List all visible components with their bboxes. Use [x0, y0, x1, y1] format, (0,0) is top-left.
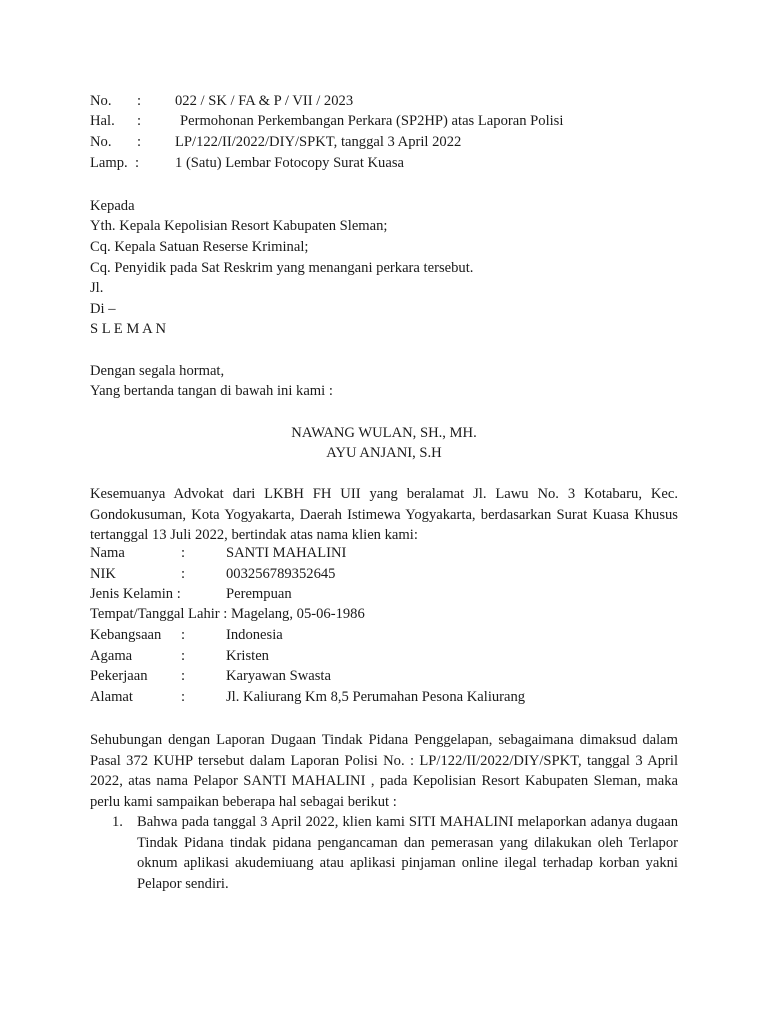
recipient-line: Yth. Kepala Kepolisian Resort Kabupaten Sleman;: [90, 218, 388, 234]
client-label: NIK: [90, 566, 116, 582]
client-label: Nama: [90, 545, 125, 561]
client-label: Pekerjaan: [90, 668, 148, 684]
header-subject-label: Hal.: [90, 113, 115, 129]
client-label: Tempat/Tanggal Lahir : Magelang, 05-06-1986: [90, 606, 365, 622]
client-label: Kebangsaan: [90, 627, 162, 643]
header-number-value: 022 / SK / FA & P / VII / 2023: [175, 93, 354, 109]
header-attachment-value: 1 (Satu) Lembar Fotocopy Surat Kuasa: [175, 155, 404, 171]
advocate-name: NAWANG WULAN, SH., MH.: [291, 425, 477, 441]
header-colon: :: [137, 113, 142, 129]
list-item-text: Bahwa pada tanggal 3 April 2022, klien kami SITI MAHALINI melaporkan adanya dugaan Tindak Pidana tindak pidana pengancaman dan pemerasan yang dilakukan oleh Terlapor oknum aplikasi akudemiuang atau aplikasi pinjaman online ilegal terhadap korban yakni Pelapor sendiri.: [137, 814, 678, 892]
client-label: Agama: [90, 648, 133, 664]
client-label: Jenis Kelamin :: [90, 586, 181, 602]
client-colon: :: [181, 545, 186, 561]
client-value: SANTI MAHALINI: [226, 545, 347, 561]
intro-paragraph: Kesemuanya Advokat dari LKBH FH UII yang beralamat Jl. Lawu No. 3 Kotabaru, Kec. Gondokusuman, Kota Yogyakarta, Daerah Istimewa Yogyakarta, berdasarkan Surat Kuasa Khusus tertanggal 13 Juli 2022, bertindak atas nama klien kami:: [90, 486, 678, 543]
header-attachment-label: Lamp.: [90, 155, 128, 171]
client-colon: :: [181, 648, 186, 664]
header-report-label: No.: [90, 134, 112, 150]
body-paragraph: Sehubungan dengan Laporan Dugaan Tindak Pidana Penggelapan, sebagaimana dimaksud dalam Pasal 372 KUHP tersebut dalam Laporan Polisi No. : LP/122/II/2022/DIY/SPKT, tanggal 3 April 2022, atas nama Pelapor SANTI MAHALINI , pada Kepolisian Resort Kabupaten Sleman, maka perlu kami sampaikan beberapa hal sebagai berikut :: [90, 732, 678, 810]
advocate-name: AYU ANJANI, S.H: [326, 445, 442, 461]
client-colon: :: [181, 689, 186, 705]
greeting-line: Yang bertanda tangan di bawah ini kami :: [90, 383, 333, 399]
recipient-line: Cq. Penyidik pada Sat Reskrim yang menangani perkara tersebut.: [90, 260, 474, 276]
client-value: Karyawan Swasta: [226, 668, 331, 684]
client-value: Kristen: [226, 648, 269, 664]
recipient-line: Jl.: [90, 280, 104, 296]
header-colon: :: [137, 134, 142, 150]
client-colon: :: [181, 566, 186, 582]
recipient-city: S L E M A N: [90, 321, 167, 337]
greeting-line: Dengan segala hormat,: [90, 363, 225, 379]
recipient-line: Di –: [90, 301, 116, 317]
header-colon: :: [135, 155, 140, 171]
client-value: Perempuan: [226, 586, 292, 602]
client-label: Alamat: [90, 689, 133, 705]
client-colon: :: [181, 668, 186, 684]
header-colon: :: [137, 93, 142, 109]
list-item-number: 1.: [112, 814, 123, 830]
client-colon: :: [181, 627, 186, 643]
header-report-value: LP/122/II/2022/DIY/SPKT, tanggal 3 April 2022: [175, 134, 462, 150]
client-value: 003256789352645: [226, 566, 336, 582]
recipient-line: Kepada: [90, 198, 135, 214]
client-value: Jl. Kaliurang Km 8,5 Perumahan Pesona Kaliurang: [226, 689, 526, 705]
client-value: Indonesia: [226, 627, 283, 643]
header-subject-value: Permohonan Perkembangan Perkara (SP2HP) atas Laporan Polisi: [180, 113, 564, 129]
recipient-line: Cq. Kepala Satuan Reserse Kriminal;: [90, 239, 309, 255]
header-number-label: No.: [90, 93, 112, 109]
